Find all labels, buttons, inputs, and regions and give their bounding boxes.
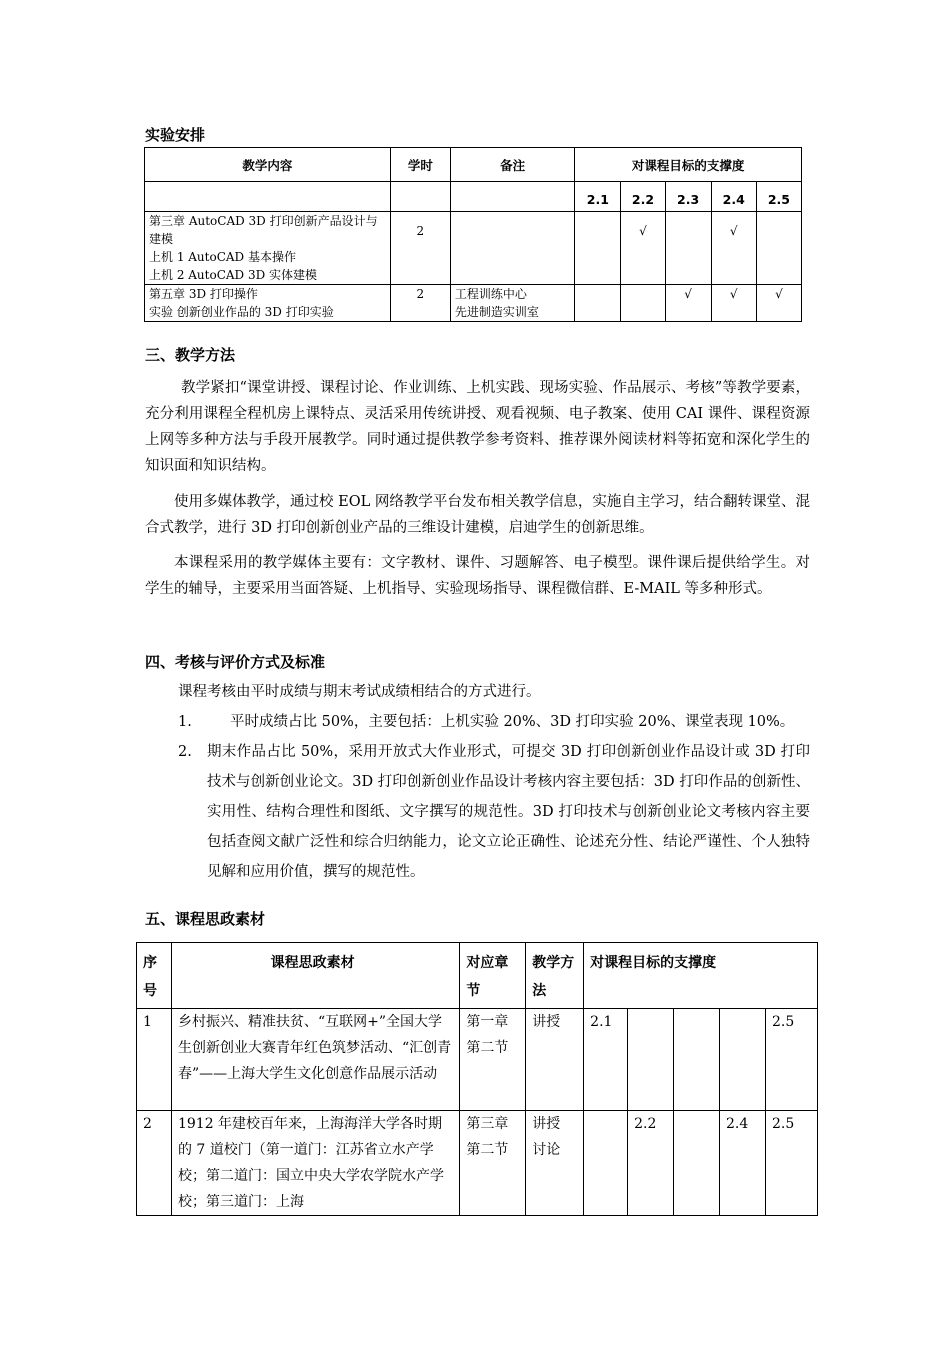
material-cell: 乡村振兴、精准扶贫、“互联网+”全国大学生创新创业大赛青年红色筑梦活动、“汇创青春”——上海大学生文化创意作品展示活动 [171, 1009, 459, 1111]
chapter-cell [460, 1111, 526, 1216]
target-2-2: 2.2 [621, 182, 665, 212]
empty-cell [390, 182, 450, 212]
target-cell: 2.5 [765, 1009, 817, 1111]
header-num: 序号 [137, 943, 172, 1009]
header-content: 教学内容 [145, 148, 391, 182]
section3-paragraph-3: 本课程采用的教学媒体主要有：文字教材、课件、习题解答、电子模型。课件课后提供给学生。对学生的辅导，主要采用当面答疑、上机指导、实验现场指导、课程微信群、E-MAIL 等多种形式。 [145, 555, 810, 597]
experiment-table [144, 147, 802, 322]
mark-cell [756, 212, 801, 285]
target-cell [674, 1111, 720, 1216]
target-cell: 2.4 [720, 1111, 766, 1216]
list-number: 1. [178, 714, 192, 730]
target-cell [628, 1009, 674, 1111]
mark-cell: √ [621, 212, 665, 285]
mark-cell [665, 212, 711, 285]
method-line: 讲授 [532, 1116, 561, 1132]
method-line: 讲授 [532, 1014, 561, 1030]
content-line: 上机 1 AutoCAD 基本操作 [149, 250, 296, 264]
row-num: 1 [137, 1009, 172, 1111]
section4-title: 四、考核与评价方式及标准 [145, 653, 326, 671]
row-num: 2 [137, 1111, 172, 1216]
hours-cell: 2 [390, 212, 450, 285]
mark-cell: √ [711, 285, 756, 322]
target-2-1: 2.1 [575, 182, 621, 212]
section4-intro: 课程考核由平时成绩与期末考试成绩相结合的方式进行。 [178, 684, 541, 700]
chapter-line: 第三章 [466, 1116, 509, 1132]
list-number: 2. [178, 744, 192, 760]
material-cell: 1912 年建校百年来，上海海洋大学各时期的 7 道校门（第一道门：江苏省立水产学校；第二道门：国立中央大学农学院水产学校；第三道门：上海 [171, 1111, 459, 1216]
target-cell [674, 1009, 720, 1111]
empty-cell [450, 182, 574, 212]
list-item: 平时成绩占比 50%，主要包括：上机实验 20%、3D 打印实验 20%、课堂表现 10%。 [230, 714, 795, 730]
method-cell [526, 1111, 584, 1216]
content-cell [145, 285, 391, 322]
target-2-4: 2.4 [711, 182, 756, 212]
empty-cell [145, 182, 391, 212]
header-method: 教学方法 [526, 943, 584, 1009]
header-hours: 学时 [390, 148, 450, 182]
target-2-3: 2.3 [665, 182, 711, 212]
note-line: 工程训练中心 [454, 287, 527, 301]
chapter-line: 第一章 [466, 1014, 509, 1030]
header-note: 备注 [450, 148, 574, 182]
note-cell [450, 285, 574, 322]
note-cell [450, 212, 574, 285]
mark-cell: √ [756, 285, 801, 322]
section3-title: 三、教学方法 [145, 346, 236, 364]
header-support: 对课程目标的支撑度 [584, 943, 818, 1009]
section3-paragraph-1: 教学紧扣“课堂讲授、课程讨论、作业训练、上机实践、现场实验、作品展示、考核”等教学要素，充分利用课程全程机房上课特点、灵活采用传统讲授、观看视频、电子教案、使用 CAI 课件、课程资源上网等多种方法与手段开展教学。同时通过提供教学参考资料、推荐课外阅读材料等拓宽和深化学生的知识面和知识结构。 [145, 380, 810, 474]
table-row [137, 1009, 818, 1111]
note-line: 先进制造实训室 [454, 305, 539, 319]
table-row [145, 212, 802, 285]
target-cell: 2.1 [584, 1009, 628, 1111]
content-line: 第五章 3D 打印操作 [149, 287, 258, 301]
method-line: 讨论 [532, 1142, 561, 1158]
content-line: 第三章 AutoCAD 3D 打印创新产品设计与建模 [149, 214, 378, 246]
content-cell [145, 212, 391, 285]
target-2-5: 2.5 [756, 182, 801, 212]
table-row [145, 285, 802, 322]
header-support: 对课程目标的支撑度 [575, 148, 802, 182]
mark-cell: √ [711, 212, 756, 285]
header-chapter: 对应章节 [460, 943, 526, 1009]
content-line: 实验 创新创业作品的 3D 打印实验 [149, 305, 334, 319]
target-cell: 2.2 [628, 1111, 674, 1216]
mark-cell [575, 212, 621, 285]
experiment-title: 实验安排 [145, 126, 206, 144]
chapter-line: 第二节 [466, 1142, 509, 1158]
section3-paragraph-2: 使用多媒体教学，通过校 EOL 网络教学平台发布相关教学信息，实施自主学习，结合翻转课堂、混合式教学，进行 3D 打印创新创业产品的三维设计建模，启迪学生的创新思维。 [145, 494, 810, 536]
target-cell [584, 1111, 628, 1216]
target-cell: 2.5 [765, 1111, 817, 1216]
chapter-cell [460, 1009, 526, 1111]
table-row [137, 1111, 818, 1216]
ideology-table [136, 942, 818, 1216]
mark-cell: √ [665, 285, 711, 322]
list-item: 期末作品占比 50%，采用开放式大作业形式，可提交 3D 打印创新创业作品设计或 3D 打印技术与创新创业论文。3D 打印创新创业作品设计考核内容主要包括：3D 打印作品的创新性、实用性、结构合理性和图纸、文字撰写的规范性。3D 打印技术与创新创业论文考核内容主要包括查阅文献广泛性和综合归纳能力，论文立论正确性、论述充分性、结论严谨性、个人独特见解和应用价值，撰写的规范性。 [207, 744, 810, 880]
chapter-line: 第二节 [466, 1040, 509, 1056]
hours-cell: 2 [390, 285, 450, 322]
content-line: 上机 2 AutoCAD 3D 实体建模 [149, 268, 318, 282]
header-material: 课程思政素材 [171, 943, 459, 1009]
method-cell [526, 1009, 584, 1111]
target-cell [720, 1009, 766, 1111]
mark-cell [575, 285, 621, 322]
section5-title: 五、课程思政素材 [145, 910, 266, 928]
mark-cell [621, 285, 665, 322]
